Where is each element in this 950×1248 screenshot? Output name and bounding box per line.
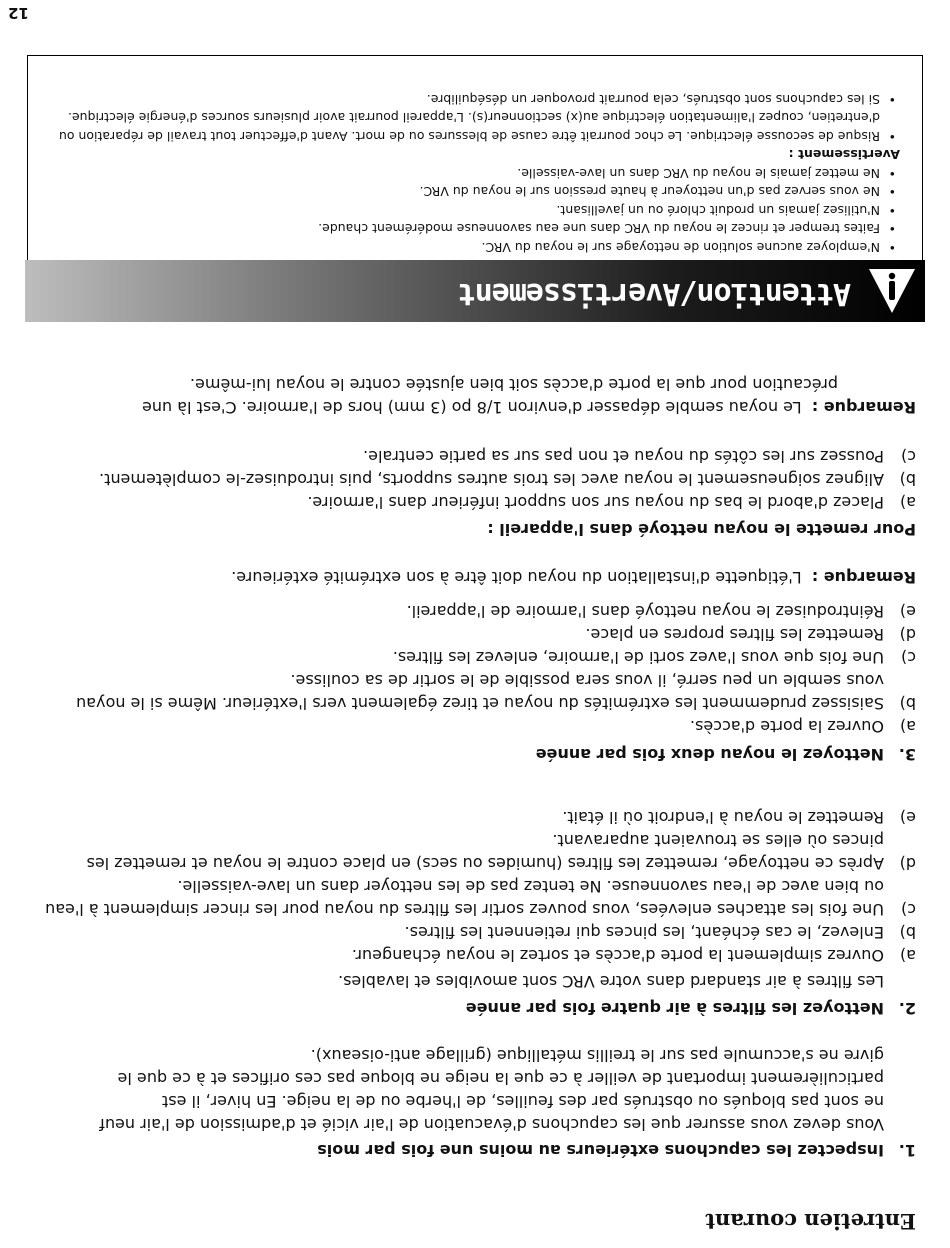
list-item: • Faites tremper et rincez le noyau du VRC dans une eau savonneuse modérément chaude. — [42, 219, 900, 238]
step-text: Ouvrez la porte d'accès. — [689, 717, 884, 736]
warning-box — [27, 55, 923, 260]
note-text: Le noyau semble dépasser d'environ 1/8 po (3 mm) hors de l'armoire. C'est là une — [142, 398, 802, 417]
step-letter: b) — [899, 470, 916, 489]
list-item — [36, 944, 916, 967]
note-label: Remarque : — [811, 398, 916, 417]
step-letter: c) — [900, 900, 916, 919]
warning-list — [42, 90, 900, 146]
section-2-number: 2. — [898, 999, 916, 1018]
step-letter: e) — [899, 808, 916, 827]
step-letter: d) — [899, 854, 916, 873]
section-2-steps — [36, 806, 916, 967]
list-item: • Si les capuchons sont obstrués, cela pourrait provoquer un déséquilibre. — [42, 90, 900, 109]
section-3-note — [36, 566, 916, 589]
list-item: • Ne vous servez pas d'un nettoyeur à haute pression sur le noyau du VRC. — [42, 182, 900, 201]
section-3-title — [536, 745, 916, 764]
reinstall-title: Pour remette le noyau nettoyé dans l'appareil : — [487, 520, 916, 539]
reinstall-note — [16, 373, 916, 419]
list-item — [36, 491, 916, 514]
page-number: 12 — [8, 4, 29, 22]
note-label: Remarque : — [811, 568, 916, 587]
step-text: Réintroduisez le noyau nettoyé dans l'armoire de l'appareil. — [406, 602, 884, 621]
list-item — [36, 646, 916, 669]
note-text: L'étiquette d'installation du noyau doit être à son extrémité extérieure. — [231, 568, 802, 587]
warning-title: Attention/Avertissement — [458, 276, 851, 311]
section-1-line: ne sont pas bloqués ou obstrués par des feuilles, de l'herbe ou de la neige. En hiver, il est — [162, 1092, 884, 1111]
warning-label: Avertissement : — [788, 147, 900, 163]
section-1-number: 1. — [898, 1141, 916, 1160]
step-text: Saisissez prudemment les extrémités du noyau et tirez également vers l'extérieur. Même si le noyau vous semble un peu serré, il vous sera possible de le sortir de sa coulisse. — [76, 671, 884, 713]
list-item — [36, 623, 916, 646]
section-1-line: givre ne s'accumule pas sur le treillis métallique (grillage anti-oiseaux). — [310, 1046, 884, 1065]
step-text: Remettez le noyau à l'endroit où il était. — [562, 808, 884, 827]
step-text: Une fois que vous l'avez sorti de l'armoire, enlevez les filtres. — [392, 648, 884, 667]
list-item — [36, 806, 916, 829]
section-1-title — [317, 1141, 916, 1160]
section-2-intro: Les filtres à air standard dans votre VRC sont amovibles et lavables. — [338, 972, 884, 991]
section-1-body — [14, 1044, 884, 1136]
step-text: Une fois les attaches enlevées, vous pouvez sortir les filtres du noyau pour les rincer simplement à l'eau ou bien avec de l'eau savonneuse. Ne tentez pas de les nettoyer dans un lave-vaisselle. — [45, 877, 884, 919]
list-item — [36, 669, 916, 715]
section-2-heading: Nettoyez les filtres à air quatre fois par année — [465, 999, 884, 1018]
step-text: Alignez soigneusement le noyau avec les trois autres supports, puis introduisez-le complètement. — [99, 470, 884, 489]
step-letter: c) — [900, 648, 916, 667]
step-letter: a) — [899, 717, 916, 736]
list-item — [36, 715, 916, 738]
note-text: précaution pour que la porte d'accès soit bien ajustée contre le noyau lui-même. — [189, 375, 838, 394]
list-item — [36, 600, 916, 623]
exclamation-triangle-icon — [867, 267, 917, 315]
list-item — [36, 921, 916, 944]
step-text: Poussez sur les côtés du noyau et non pas sur sa partie centrale. — [363, 447, 884, 466]
section-1-heading: Inspectez les capuchons extérieurs au moins une fois par mois — [317, 1141, 884, 1160]
reinstall-steps — [36, 445, 916, 514]
step-text: Ouvrez simplement la porte d'accès et sortez le noyau échangeur. — [351, 946, 884, 965]
reinstall-note-line — [16, 396, 916, 419]
section-3-steps — [36, 600, 916, 738]
section-3-heading: Nettoyez le noyau deux fois par année — [535, 745, 884, 764]
step-text: Placez d'abord le bas du noyau sur son support inférieur dans l'armoire. — [307, 493, 884, 512]
step-letter: e) — [899, 602, 916, 621]
section-3-number: 3. — [898, 745, 916, 764]
section-1-line: Vous devez vous assurer que les capuchons d'évacuation de l'air vicié et d'admission de l'air neuf — [99, 1115, 884, 1134]
list-item: • N'employez aucune solution de nettoyage sur le noyau du VRC. — [42, 238, 900, 257]
step-letter: b) — [899, 923, 916, 942]
list-item — [36, 445, 916, 468]
step-letter: a) — [899, 493, 916, 512]
list-item: • Risque de secousse électrique. Le choc pourrait être cause de blessures ou de mort. Avant d'effectuer tout travail de réparation ou d'entretien, coupez l'alimentation électrique au(x) sectionneur(s). L'appareil pourrait avoir plusieurs sources d'énergie électrique. — [42, 108, 900, 145]
step-letter: d) — [899, 625, 916, 644]
step-letter: c) — [900, 447, 916, 466]
page-title: Entretien courant — [705, 1209, 916, 1234]
attention-list — [42, 164, 900, 257]
list-item: • Ne mettez jamais le noyau du VRC dans un lave-vaisselle. — [42, 164, 900, 183]
list-item — [36, 875, 916, 921]
list-item — [36, 468, 916, 491]
step-text: Remettez les filtres propres en place. — [585, 625, 884, 644]
step-letter: b) — [899, 694, 916, 713]
step-text: Enlevez, le cas échéant, les pinces qui retiennent les filtres. — [404, 923, 884, 942]
section-1-line: particulièrement important de veiller à ce que la neige ne bloque pas ces orifices et à ce que le — [117, 1069, 884, 1088]
step-text: Après ce nettoyage, remettez les filtres (humides ou secs) en place contre le noyau et remettez les pinces où elles se trouvaient auparavant. — [86, 831, 884, 873]
list-item: • N'utilisez jamais un produit chloré ou un javellisant. — [42, 201, 900, 220]
warning-header — [25, 260, 925, 322]
list-item — [36, 829, 916, 875]
section-2-title — [466, 999, 916, 1018]
step-letter: a) — [899, 946, 916, 965]
